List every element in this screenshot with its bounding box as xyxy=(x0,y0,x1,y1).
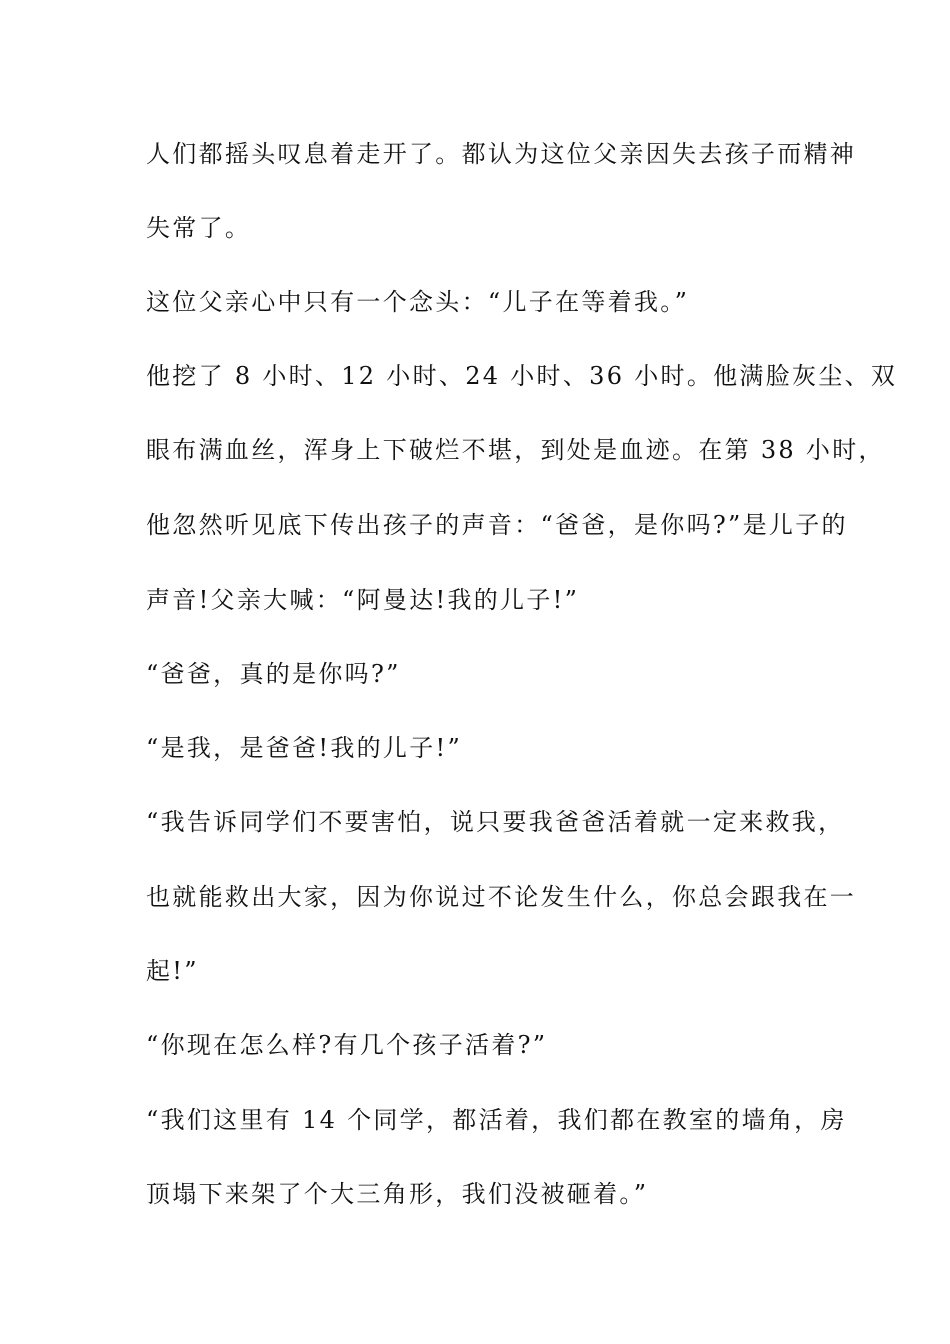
text-line: 顶塌下来架了个大三角形，我们没被砸着。” xyxy=(146,1180,649,1208)
text-line: 他忽然听见底下传出孩子的声音：“爸爸，是你吗?”是儿子的 xyxy=(146,511,848,539)
text-line: “我告诉同学们不要害怕，说只要我爸爸活着就一定来救我， xyxy=(146,808,845,836)
text-line: 这位父亲心中只有一个念头：“儿子在等着我。” xyxy=(146,288,690,316)
text-line: 起!” xyxy=(146,957,199,985)
text-line: 人们都摇头叹息着走开了。都认为这位父亲因失去孩子而精神 xyxy=(146,140,857,168)
text-line: “爸爸，真的是你吗?” xyxy=(146,660,401,688)
text-line: “你现在怎么样?有几个孩子活着?” xyxy=(146,1031,548,1059)
text-line: 他挖了 8 小时、12 小时、24 小时、36 小时。他满脸灰尘、双 xyxy=(146,362,898,390)
text-line: 眼布满血丝，浑身上下破烂不堪，到处是血迹。在第 38 小时， xyxy=(146,436,885,464)
text-line: “是我，是爸爸!我的儿子!” xyxy=(146,734,463,762)
text-line: 失常了。 xyxy=(146,214,252,242)
text-line: “我们这里有 14 个同学，都活着，我们都在教室的墙角，房 xyxy=(146,1106,847,1134)
text-line: 也就能救出大家，因为你说过不论发生什么，你总会跟我在一 xyxy=(146,883,857,911)
text-line: 声音!父亲大喊：“阿曼达!我的儿子!” xyxy=(146,586,580,614)
